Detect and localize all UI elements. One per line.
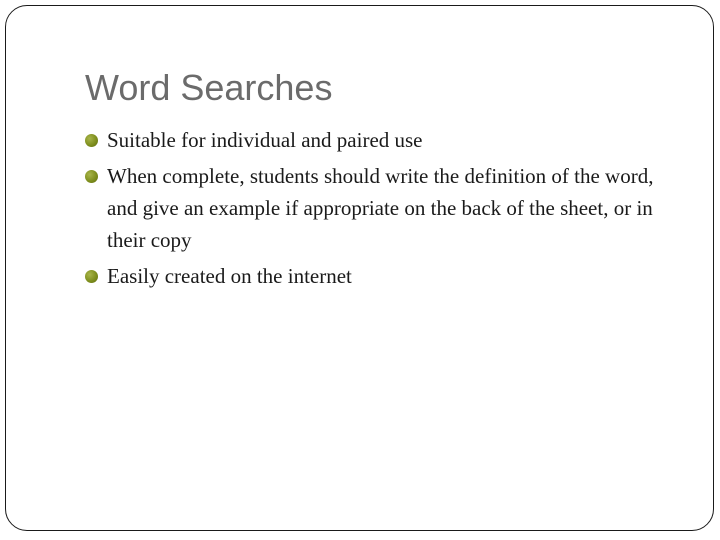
bullet-dot-icon [85,170,98,183]
bullet-text: Suitable for individual and paired use [107,128,423,152]
bullet-text: When complete, students should write the definition of the word, and give an example if appropriate on the back of the sheet, or in their copy [107,164,654,252]
bullet-item [85,124,685,156]
bullet-item [85,260,685,292]
bullet-item [85,160,685,256]
slide [5,5,714,531]
bullet-text: Easily created on the internet [107,264,352,288]
bullet-list [85,124,685,296]
bullet-dot-icon [85,134,98,147]
bullet-dot-icon [85,270,98,283]
slide-title: Word Searches [85,67,333,108]
